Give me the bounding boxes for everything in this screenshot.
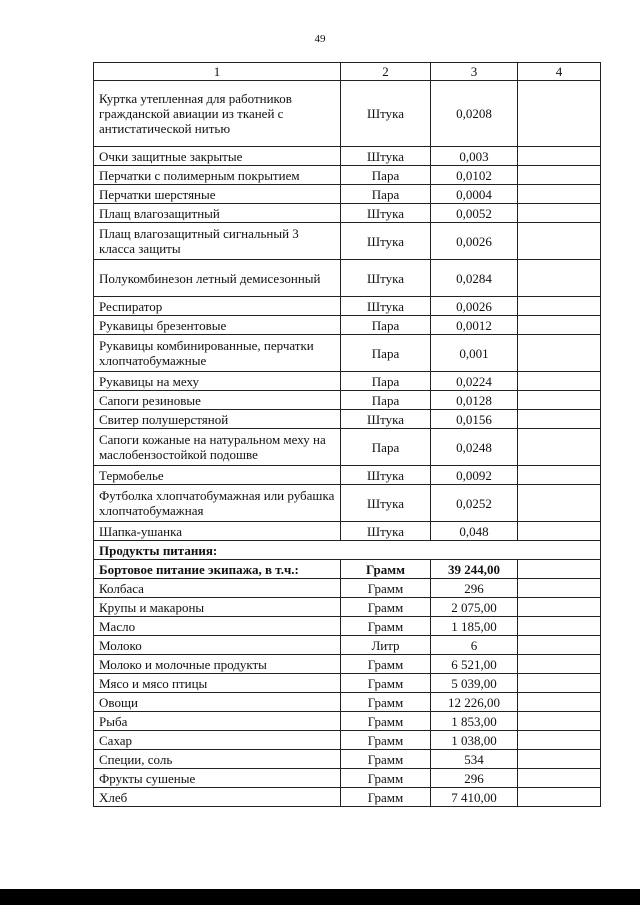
item-unit: Грамм [341,579,431,598]
item-unit: Штука [341,81,431,147]
item-unit: Грамм [341,750,431,769]
food-total-row [94,560,601,579]
item-unit: Пара [341,372,431,391]
item-quantity: 0,0128 [431,391,518,410]
item-quantity: 0,0252 [431,485,518,522]
item-name: Респиратор [94,297,341,316]
item-note [518,655,601,674]
item-note [518,674,601,693]
item-unit: Грамм [341,655,431,674]
table-row [94,750,601,769]
table-row [94,391,601,410]
item-quantity: 5 039,00 [431,674,518,693]
item-note [518,260,601,297]
item-name: Шапка-ушанка [94,522,341,541]
section-header-row [94,541,601,560]
item-unit: Пара [341,185,431,204]
item-name: Фрукты сушеные [94,769,341,788]
item-name: Хлеб [94,788,341,807]
item-note [518,636,601,655]
item-name: Очки защитные закрытые [94,147,341,166]
table-row [94,693,601,712]
item-note [518,410,601,429]
item-quantity: 534 [431,750,518,769]
item-unit: Литр [341,636,431,655]
item-name: Куртка утепленная для работников гражданской авиации из тканей с антистатической нитью [94,81,341,147]
item-name: Овощи [94,693,341,712]
page-number: 49 [314,33,326,45]
item-note [518,769,601,788]
item-unit: Штука [341,223,431,260]
item-note [518,693,601,712]
item-name: Свитер полушерстяной [94,410,341,429]
table-row [94,636,601,655]
table-row [94,522,601,541]
item-name: Молоко и молочные продукты [94,655,341,674]
item-name: Молоко [94,636,341,655]
item-name: Рукавицы комбинированные, перчатки хлопчатобумажные [94,335,341,372]
item-name: Сапоги кожаные на натуральном меху на маслобензостойкой подошве [94,429,341,466]
item-quantity: 0,0248 [431,429,518,466]
item-unit: Пара [341,316,431,335]
item-note [518,297,601,316]
table-row [94,81,601,147]
item-quantity: 12 226,00 [431,693,518,712]
item-name: Рыба [94,712,341,731]
item-name: Специи, соль [94,750,341,769]
table-row [94,655,601,674]
item-name: Футболка хлопчатобумажная или рубашка хлопчатобумажная [94,485,341,522]
table-row [94,579,601,598]
item-quantity: 0,048 [431,522,518,541]
item-unit: Штука [341,485,431,522]
table-row [94,185,601,204]
item-quantity: 2 075,00 [431,598,518,617]
item-unit: Грамм [341,731,431,750]
item-note [518,204,601,223]
item-note [518,579,601,598]
item-unit: Грамм [341,693,431,712]
item-note [518,166,601,185]
item-unit: Штука [341,522,431,541]
item-quantity: 6 521,00 [431,655,518,674]
item-name: Сахар [94,731,341,750]
column-header: 2 [341,63,431,81]
item-quantity: 0,0156 [431,410,518,429]
item-note [518,185,601,204]
item-unit: Пара [341,335,431,372]
item-note [518,316,601,335]
item-quantity: 0,0012 [431,316,518,335]
item-unit: Пара [341,391,431,410]
item-note [518,466,601,485]
item-name: Крупы и макароны [94,598,341,617]
item-note [518,598,601,617]
table-row [94,485,601,522]
item-quantity: 0,0026 [431,223,518,260]
table-row [94,674,601,693]
item-quantity: 39 244,00 [431,560,518,579]
item-unit: Штука [341,260,431,297]
item-note [518,788,601,807]
item-note [518,391,601,410]
item-name: Термобелье [94,466,341,485]
item-name: Плащ влагозащитный сигнальный 3 класса защиты [94,223,341,260]
table-row [94,598,601,617]
column-header: 4 [518,63,601,81]
table-row [94,297,601,316]
item-quantity: 0,0102 [431,166,518,185]
item-note [518,522,601,541]
table-row [94,712,601,731]
table-row [94,731,601,750]
item-note [518,617,601,636]
item-name: Масло [94,617,341,636]
item-name: Сапоги резиновые [94,391,341,410]
item-unit: Грамм [341,560,431,579]
table-row [94,335,601,372]
item-quantity: 0,0224 [431,372,518,391]
table-row [94,410,601,429]
item-name: Полукомбинезон летный демисезонный [94,260,341,297]
table-row [94,769,601,788]
item-quantity: 0,0208 [431,81,518,147]
item-quantity: 1 185,00 [431,617,518,636]
item-note [518,485,601,522]
item-quantity: 296 [431,769,518,788]
item-unit: Пара [341,429,431,466]
table-row [94,147,601,166]
item-unit: Штука [341,410,431,429]
section-title: Продукты питания: [94,541,601,560]
item-unit: Пара [341,166,431,185]
item-unit: Штука [341,466,431,485]
table-row [94,166,601,185]
item-note [518,81,601,147]
item-quantity: 0,0052 [431,204,518,223]
table-row [94,223,601,260]
item-unit: Штука [341,204,431,223]
item-unit: Грамм [341,712,431,731]
item-note [518,712,601,731]
table-row [94,204,601,223]
scan-edge-strip [0,889,640,905]
item-note [518,223,601,260]
item-name: Рукавицы на меху [94,372,341,391]
item-unit: Грамм [341,598,431,617]
item-unit: Грамм [341,788,431,807]
item-note [518,750,601,769]
item-quantity: 1 853,00 [431,712,518,731]
table-row [94,316,601,335]
column-header-row [94,63,601,81]
item-note [518,560,601,579]
item-name: Перчатки шерстяные [94,185,341,204]
table-row [94,260,601,297]
item-note [518,429,601,466]
item-name: Плащ влагозащитный [94,204,341,223]
item-unit: Штука [341,297,431,316]
item-note [518,731,601,750]
item-name: Перчатки с полимерным покрытием [94,166,341,185]
norms-table [93,62,601,807]
table-row [94,617,601,636]
item-name: Мясо и мясо птицы [94,674,341,693]
item-quantity: 7 410,00 [431,788,518,807]
item-unit: Штука [341,147,431,166]
item-unit: Грамм [341,674,431,693]
item-quantity: 0,0004 [431,185,518,204]
item-unit: Грамм [341,769,431,788]
item-name: Рукавицы брезентовые [94,316,341,335]
table-row [94,788,601,807]
table-row [94,429,601,466]
item-note [518,372,601,391]
item-name: Колбаса [94,579,341,598]
item-quantity: 296 [431,579,518,598]
item-quantity: 6 [431,636,518,655]
item-note [518,335,601,372]
item-quantity: 0,003 [431,147,518,166]
item-note [518,147,601,166]
item-quantity: 0,0092 [431,466,518,485]
table-row [94,372,601,391]
table-row [94,466,601,485]
item-unit: Грамм [341,617,431,636]
column-header: 3 [431,63,518,81]
item-name: Бортовое питание экипажа, в т.ч.: [94,560,341,579]
item-quantity: 1 038,00 [431,731,518,750]
column-header: 1 [94,63,341,81]
item-quantity: 0,0026 [431,297,518,316]
item-quantity: 0,001 [431,335,518,372]
item-quantity: 0,0284 [431,260,518,297]
